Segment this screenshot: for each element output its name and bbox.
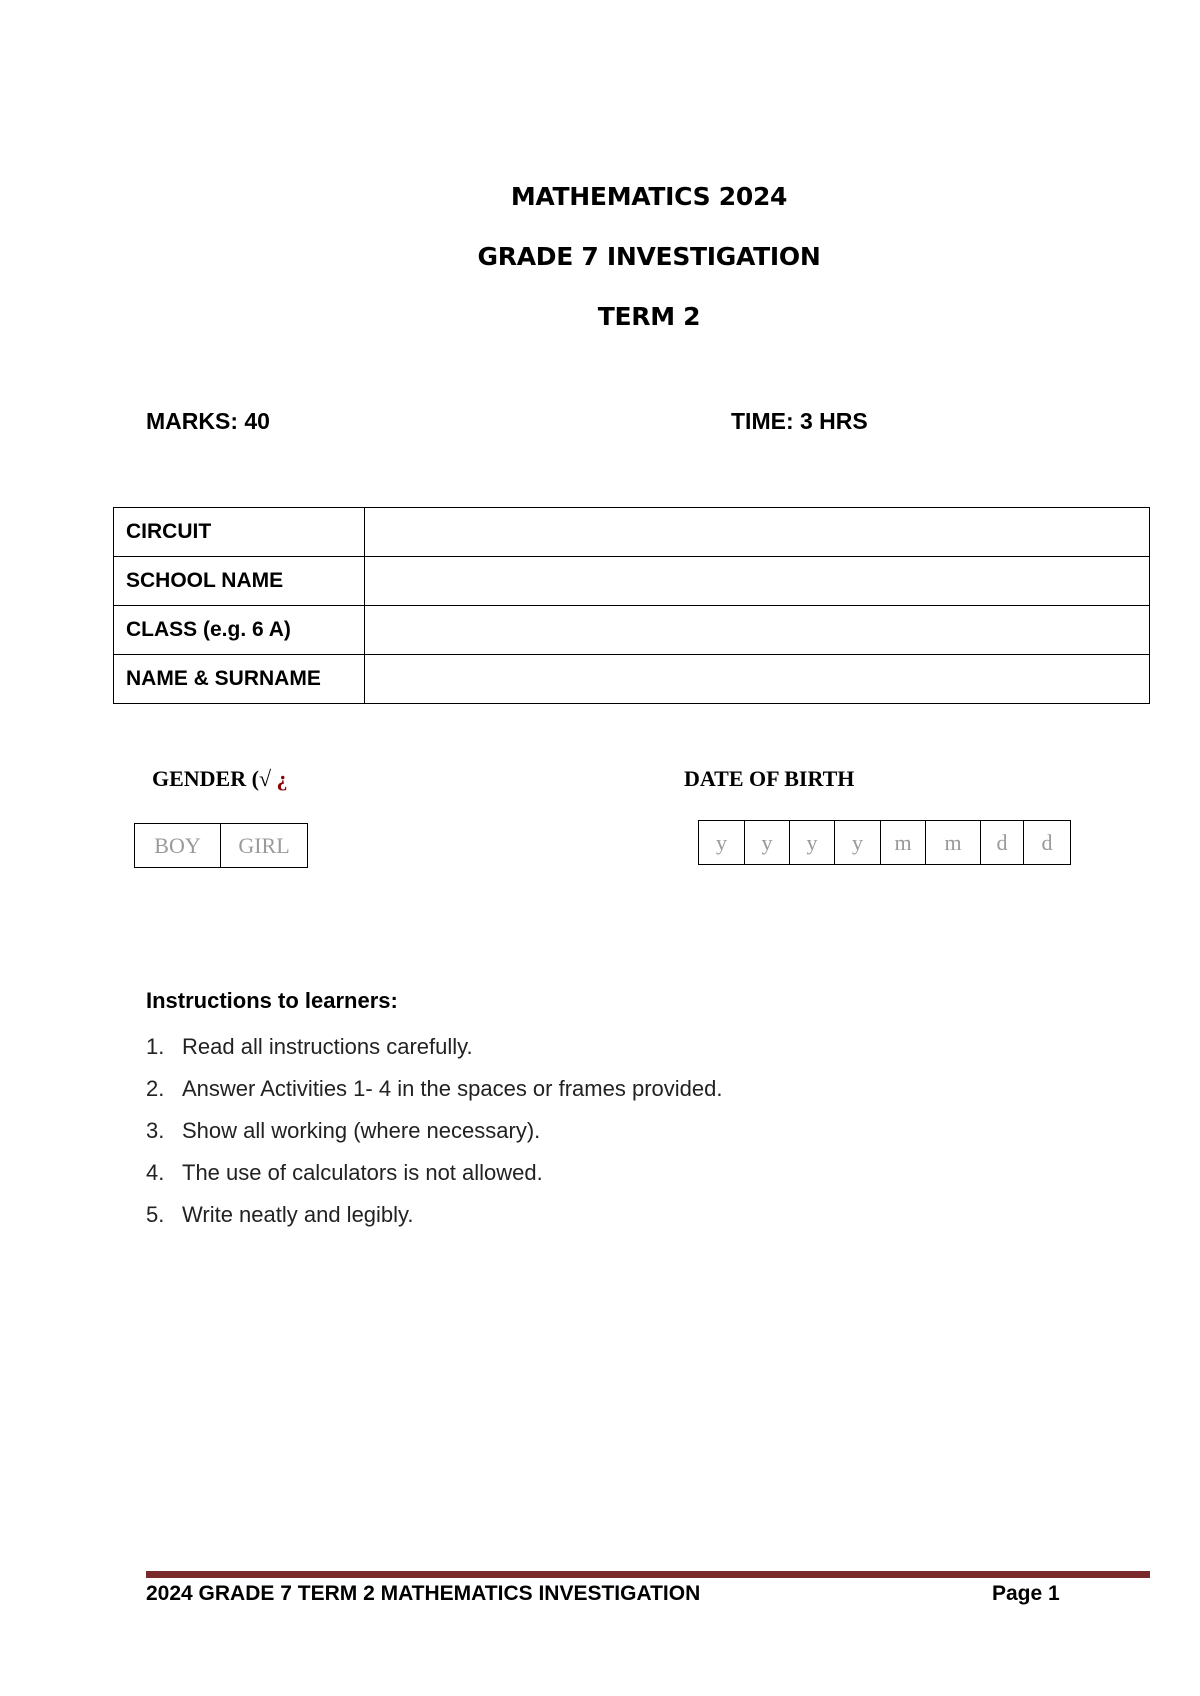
item-text: Show all working (where necessary).: [182, 1118, 541, 1143]
item-number: 3.: [146, 1118, 165, 1143]
footer-rule: [146, 1571, 1150, 1578]
table-row: [114, 655, 1150, 704]
circuit-field[interactable]: [365, 508, 1150, 557]
school-name-label: SCHOOL NAME: [114, 557, 365, 606]
gender-options: [134, 823, 308, 868]
learner-info-table: [113, 507, 1150, 704]
marks-label: MARKS: 40: [146, 408, 270, 434]
dob-year-box[interactable]: y: [699, 821, 745, 864]
gender-label: [152, 766, 288, 792]
document-title: MATHEMATICS 2024: [510, 182, 788, 211]
class-field[interactable]: [365, 606, 1150, 655]
gender-option-boy[interactable]: BOY: [135, 824, 221, 867]
circuit-label: CIRCUIT: [114, 508, 365, 557]
table-row: [114, 557, 1150, 606]
dob-day-box[interactable]: d: [1041, 829, 1053, 855]
footer-title: 2024 GRADE 7 TERM 2 MATHEMATICS INVESTIGATION: [146, 1582, 701, 1605]
dob-month-box[interactable]: m: [881, 821, 926, 864]
list-item: [146, 1118, 722, 1160]
item-text: The use of calculators is not allowed.: [182, 1160, 543, 1185]
list-item: [146, 1160, 722, 1202]
dob-boxes: [698, 820, 1071, 865]
school-name-field[interactable]: [365, 557, 1150, 606]
checkmark-icon: √: [258, 766, 272, 791]
dob-year-box[interactable]: y: [790, 821, 835, 864]
item-text: Answer Activities 1- 4 in the spaces or frames provided.: [182, 1076, 723, 1101]
class-label: CLASS (e.g. 6 A): [114, 606, 365, 655]
list-item: [146, 1202, 722, 1244]
instructions-list: [146, 1034, 722, 1244]
dob-year-box[interactable]: y: [745, 821, 790, 864]
document-subtitle: GRADE 7 INVESTIGATION: [477, 242, 821, 271]
time-label: TIME: 3 HRS: [731, 408, 868, 434]
item-text: Read all instructions carefully.: [182, 1034, 473, 1059]
name-surname-label: NAME & SURNAME: [114, 655, 365, 704]
item-number: 2.: [146, 1076, 165, 1101]
dob-year-box[interactable]: y: [835, 821, 881, 864]
list-item: [146, 1076, 722, 1118]
name-surname-field[interactable]: [365, 655, 1150, 704]
item-number: 5.: [146, 1202, 165, 1227]
list-item: [146, 1034, 722, 1076]
item-text: Write neatly and legibly.: [182, 1202, 414, 1227]
document-term: TERM 2: [597, 302, 701, 331]
instructions-heading: Instructions to learners:: [146, 988, 398, 1013]
item-number: 4.: [146, 1160, 165, 1185]
dob-day-box[interactable]: d: [981, 821, 1024, 864]
table-row: [114, 508, 1150, 557]
dob-month-box[interactable]: m: [926, 821, 981, 864]
check-suffix-glyph: ¿: [276, 766, 288, 791]
gender-option-girl[interactable]: GIRL: [238, 832, 290, 858]
item-number: 1.: [146, 1034, 165, 1059]
gender-label-text: GENDER (: [152, 766, 259, 791]
table-row: [114, 606, 1150, 655]
page-number: Page 1: [992, 1582, 1060, 1605]
dob-label: DATE OF BIRTH: [684, 766, 855, 791]
